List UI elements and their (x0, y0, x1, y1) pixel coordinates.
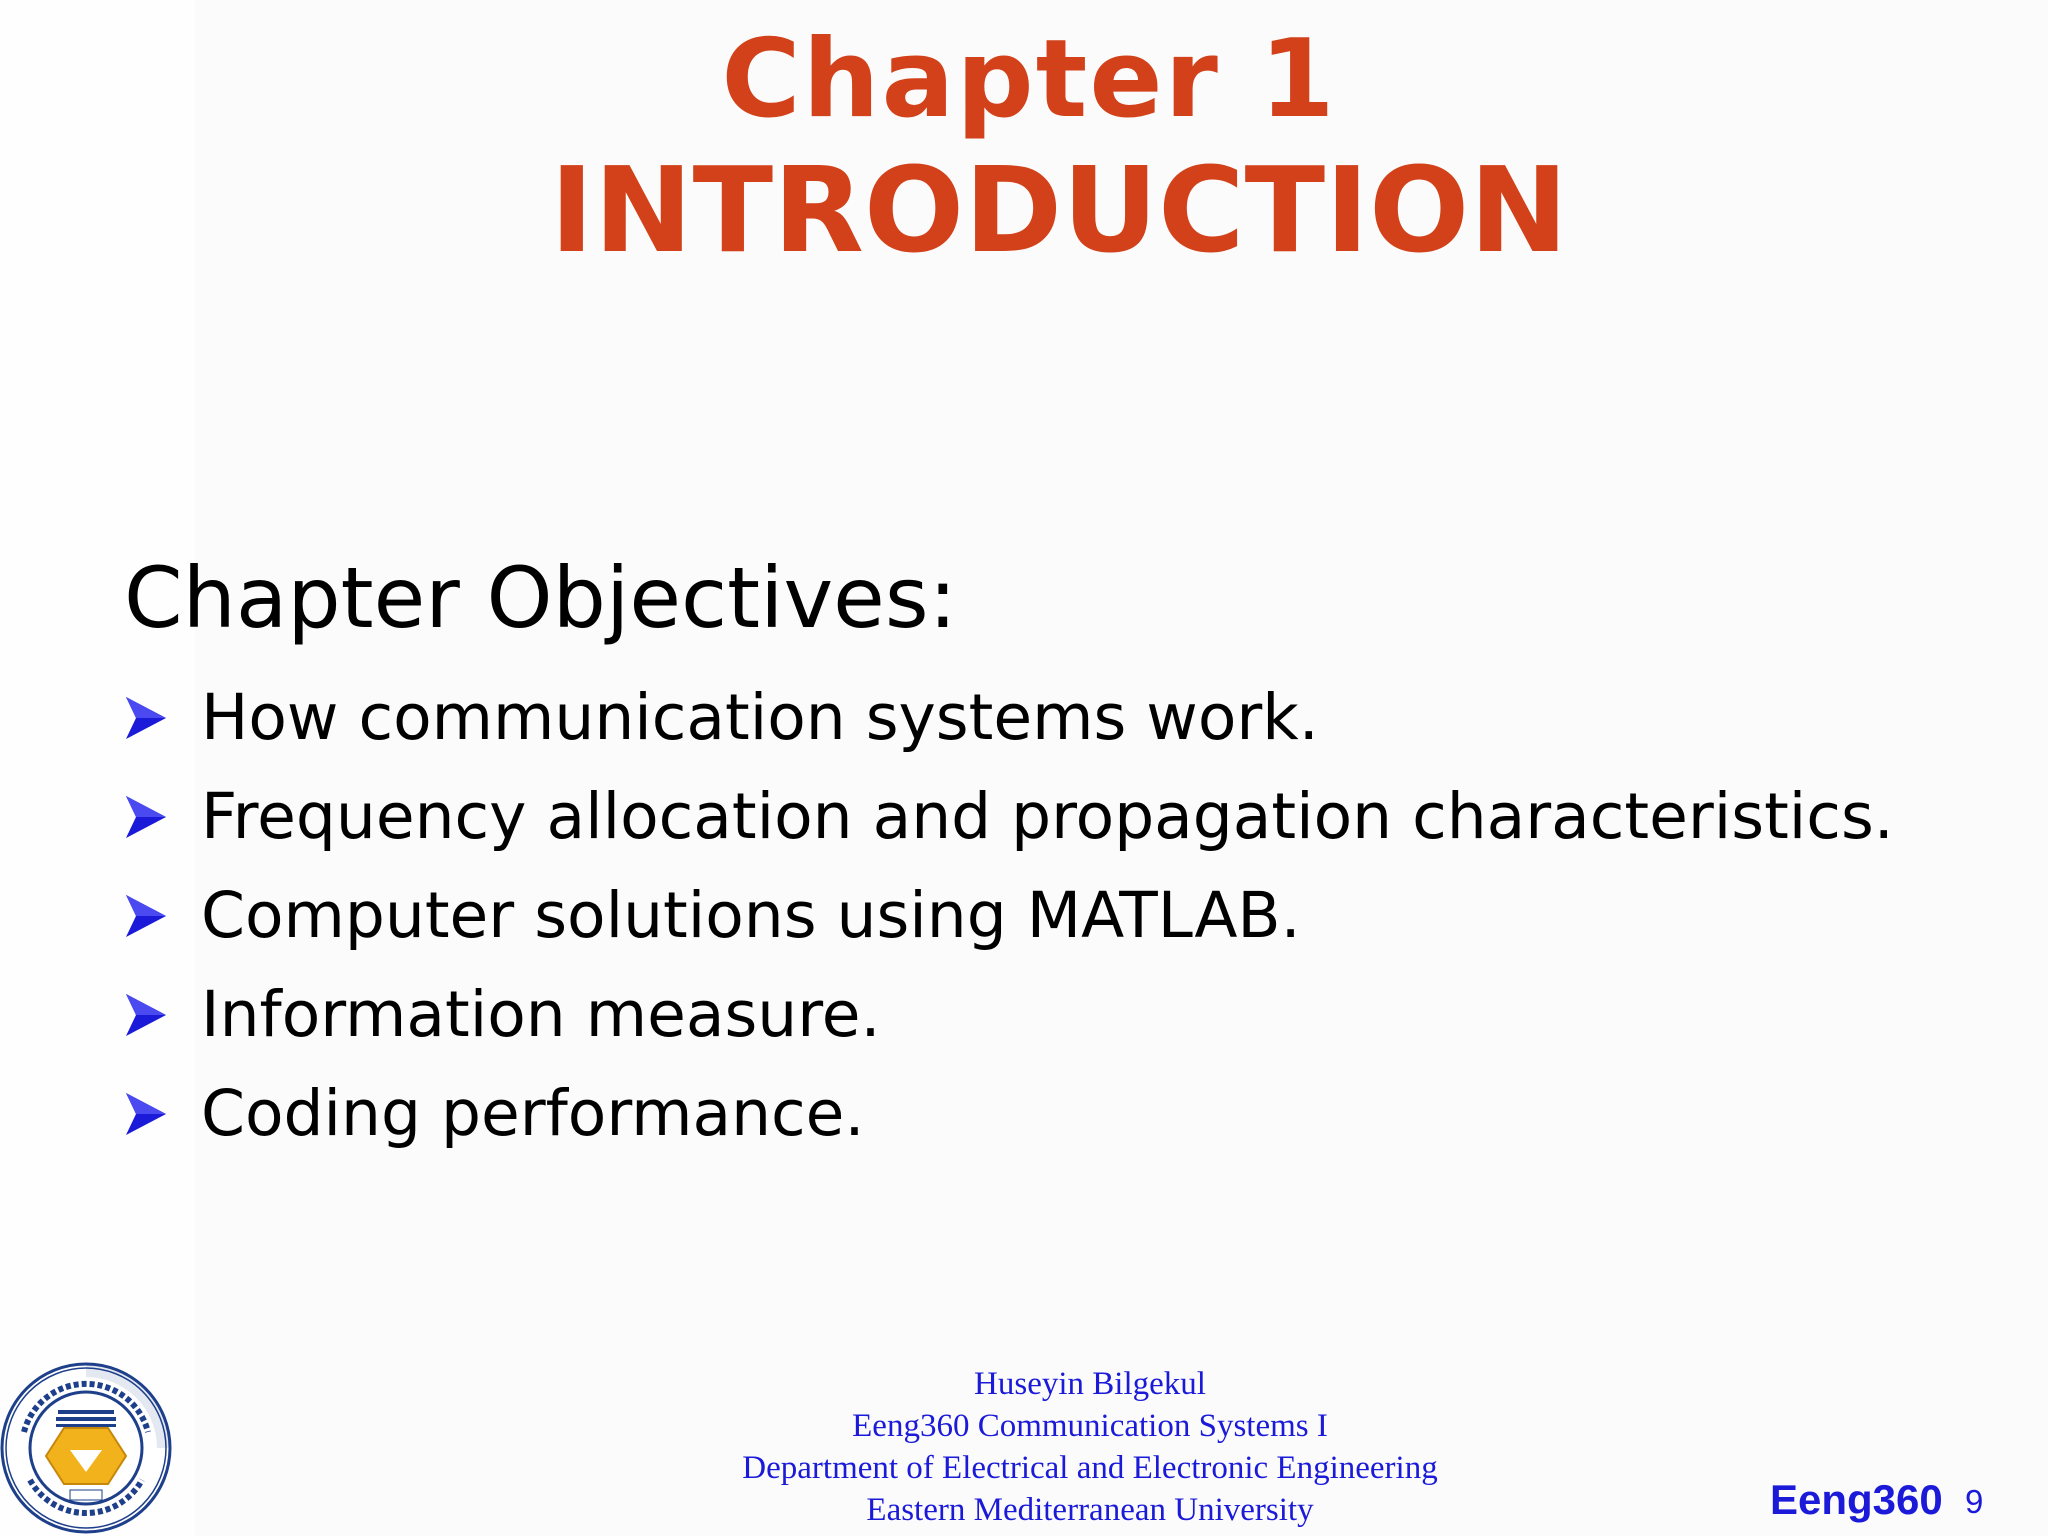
course-code: Eeng360 (1770, 1476, 1943, 1523)
arrow-bullet-icon (124, 794, 168, 840)
objective-text: Information measure. (201, 977, 881, 1051)
objective-item (124, 668, 1894, 767)
arrow-bullet-icon (124, 893, 168, 939)
objective-item (124, 767, 1894, 866)
arrow-bullet-icon (124, 695, 168, 741)
slide-title-chapter: Chapter 1 (721, 17, 1337, 142)
objective-text: Coding performance. (201, 1076, 865, 1150)
objective-text: Computer solutions using MATLAB. (201, 878, 1301, 952)
slide-footer (560, 1363, 1620, 1531)
slide-title-introduction: INTRODUCTION (549, 141, 1569, 279)
arrow-bullet-icon (124, 1091, 168, 1137)
objectives-heading: Chapter Objectives: (124, 549, 957, 647)
footer-author: Huseyin Bilgekul (974, 1366, 1206, 1402)
objective-item (124, 866, 1894, 965)
objective-item (124, 1064, 1894, 1163)
arrow-bullet-icon (124, 992, 168, 1038)
objective-item (124, 965, 1894, 1064)
footer-course: Eeng360 Communication Systems I (852, 1408, 1328, 1444)
footer-university: Eastern Mediterranean University (866, 1492, 1314, 1528)
footer-department: Department of Electrical and Electronic Engineering (742, 1450, 1438, 1486)
objectives-list (124, 668, 1894, 1163)
page-number: 9 (1965, 1483, 1984, 1520)
objective-text: Frequency allocation and propagation characteristics. (201, 779, 1894, 853)
university-seal-icon (0, 1362, 172, 1534)
objective-text: How communication systems work. (201, 680, 1319, 754)
